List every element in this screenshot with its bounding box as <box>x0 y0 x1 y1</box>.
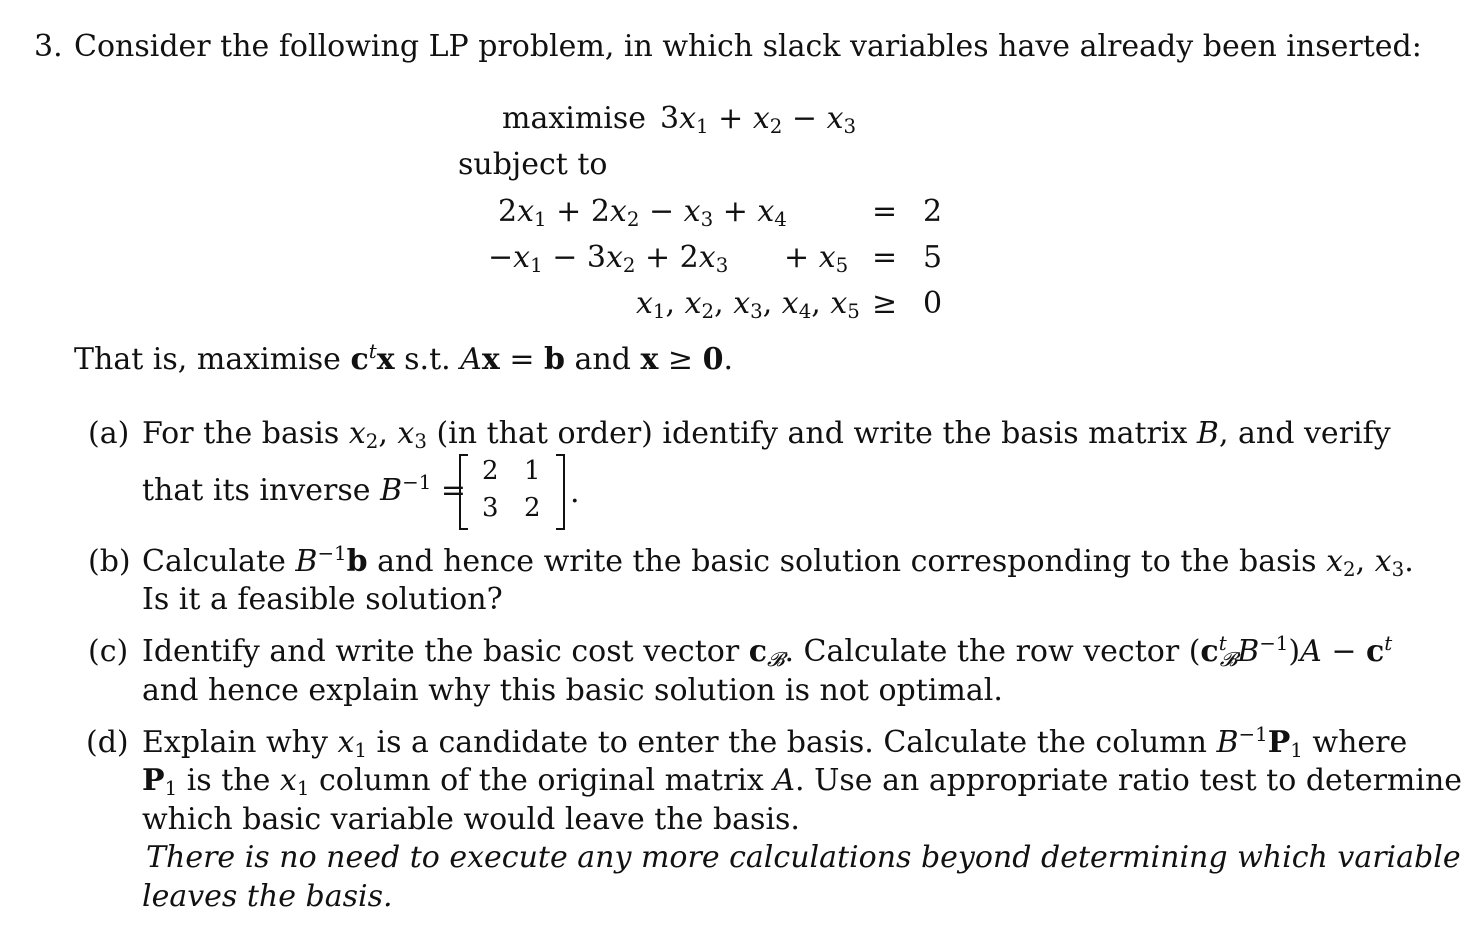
matrix-period: . <box>570 475 580 510</box>
part-c-line2: and hence explain why this basic solution is not optimal. <box>142 673 1003 708</box>
part-b-line2: Is it a feasible solution? <box>142 582 503 617</box>
rhs-2: 5 <box>923 240 943 275</box>
part-a-label: (a) <box>88 416 130 451</box>
part-c-line1: Identify and write the basic cost vector $c_𝓑$. Calculate the row vector $(c^t_𝓑B^{-1})A - c^t$ <box>142 632 1393 671</box>
part-a-line2: that its inverse $B^{-1}$ = <box>142 471 466 508</box>
constraint-2: $-x_1 - 3x_2 + 2x_3$ <box>488 240 729 277</box>
part-d-label: (d) <box>86 725 129 760</box>
matrix-cell-22: 2 <box>524 493 541 523</box>
part-d-note-line2: leaves the basis. <box>142 879 393 914</box>
part-b-label: (b) <box>88 544 131 579</box>
problem-number: 3. <box>34 29 63 64</box>
matrix-form-summary: That is, maximise $c^tx$ s.t. Ax = b and x ≥ 0. <box>74 340 734 377</box>
part-d-line2: $P_1$ is the $x_1$ column of the original matrix A. Use an appropriate ratio test to determine <box>142 763 1462 800</box>
constraint-2-slack: + $x_5$ <box>784 240 849 277</box>
matrix-left-bracket <box>459 454 468 530</box>
rhs-1: 2 <box>923 194 943 229</box>
part-a-line1: For the basis $x_2$, $x_3$ (in that order) identify and write the basis matrix B, and verify <box>142 416 1391 453</box>
part-d-note-line1: There is no need to execute any more calculations beyond determining which variable <box>146 840 1461 875</box>
part-c-label: (c) <box>88 634 129 669</box>
constraint-1: $2x_1 + 2x_2 - x_3 + x_4$ <box>498 194 787 231</box>
problem-intro: Consider the following LP problem, in which slack variables have already been inserted: <box>74 29 1422 64</box>
equals-sign-1: = <box>872 194 898 229</box>
equals-sign-2: = <box>872 240 898 275</box>
rhs-3: 0 <box>923 286 943 321</box>
part-b-line1: Calculate $B^{-1}b$ and hence write the basic solution corresponding to the basis $x_2$, $x_3$. <box>142 542 1414 581</box>
nonnegativity-vars: $x_1$, $x_2$, $x_3$, $x_4$, $x_5$ <box>636 286 860 323</box>
maximise-word: maximise <box>502 101 647 136</box>
matrix-cell-11: 2 <box>482 456 499 486</box>
matrix-cell-21: 3 <box>482 493 499 523</box>
part-d-line1: Explain why $x_1$ is a candidate to enter the basis. Calculate the column $B^{-1}P_1$ where <box>142 723 1408 762</box>
part-d-line3: which basic variable would leave the basis. <box>142 802 800 837</box>
matrix-right-bracket <box>556 454 565 530</box>
matrix-cell-12: 1 <box>524 456 541 486</box>
subject-to: subject to <box>458 147 608 182</box>
geq-sign: ≥ <box>872 286 898 321</box>
objective-expression: $3x_1 + x_2 - x_3$ <box>660 101 857 138</box>
